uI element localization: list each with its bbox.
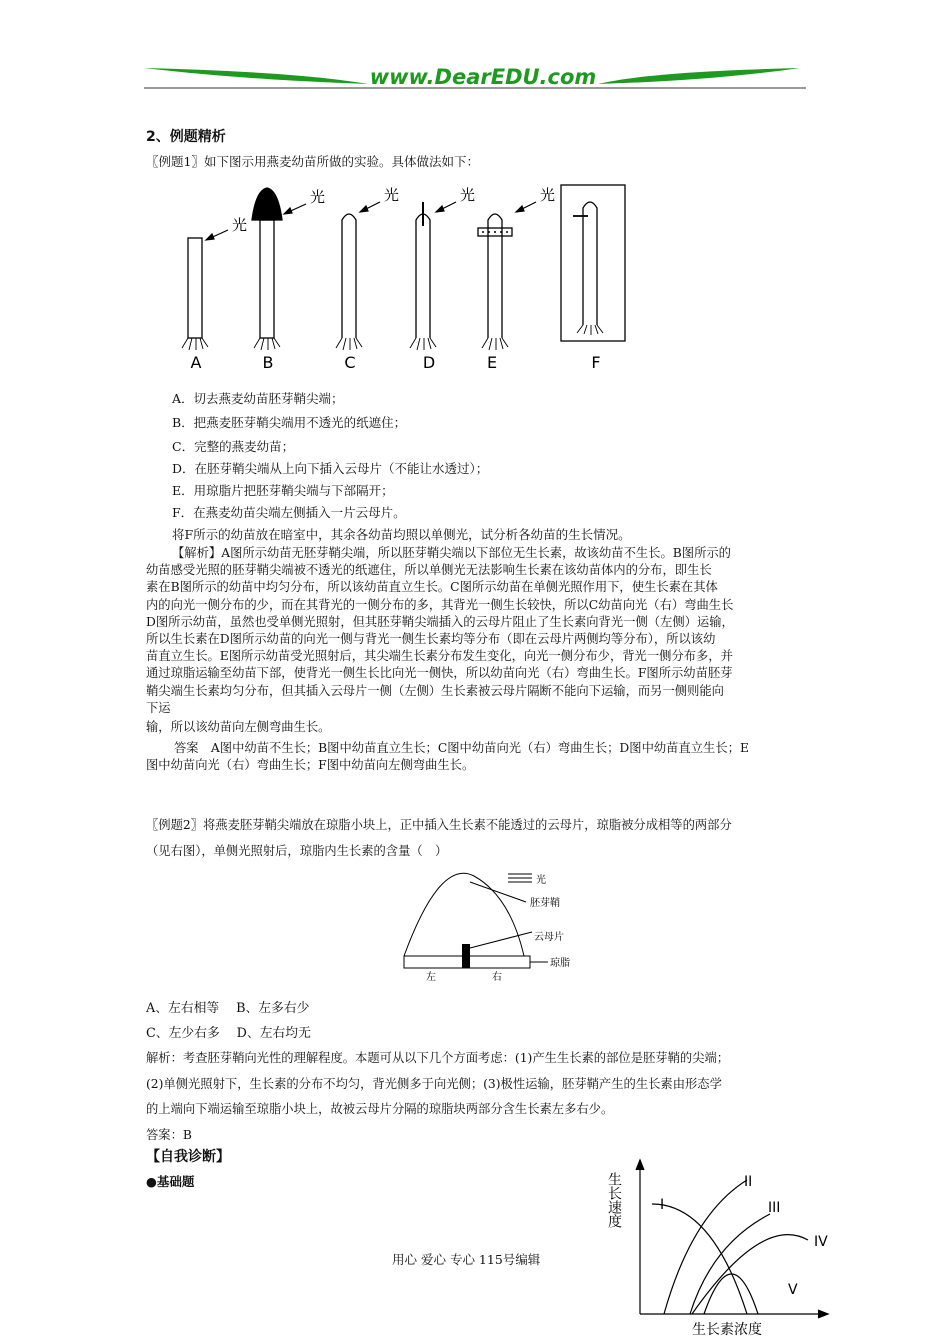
seedling-d [416,214,430,338]
question-text: 将F所示的幼苗放在暗室中，其余各幼苗均照以单侧光，试分析各幼苗的生长情况。 [172,527,631,542]
analysis-1 [146,545,810,775]
seedling-c [342,214,356,338]
agar-label: 琼脂 [550,958,570,969]
self-check-title: 【自我诊断】 [146,1149,230,1165]
curve-ii [664,1180,747,1314]
mica-label: 云母片 [534,932,564,943]
x-label: 生长素浓度 [692,1322,762,1338]
analysis-line: D图所示幼苗，虽然也受单侧光照射，但其胚芽鞘尖端插入的云母片阻止了生长素向背光一侧（左侧）运输， [146,614,734,629]
figure-label: B [262,353,274,372]
y-label: 生长速度 [606,1172,622,1228]
seedling-a [188,238,202,338]
answer-line: 答案：B [146,1127,192,1142]
curve-label: V [788,1282,798,1298]
curve-label: I [660,1197,665,1213]
mica-sheet [462,944,470,968]
analysis-line: 通过琼脂运输至幼苗下部，使背光一侧生长比向光一侧快，所以幼苗向光（右）弯曲生长。F图所示幼苗胚芽 [146,666,733,681]
figure-label: F [591,353,601,372]
analysis-line: 解析：考查胚芽鞘向光性的理解程度。本题可从以下几个方面考虑：(1)产生生长素的部位是胚芽鞘的尖端； [146,1051,730,1065]
section-title: 2、例题精析 [146,129,226,145]
right-swoosh [598,68,800,84]
option-c: C．完整的燕麦幼苗； [172,439,295,454]
dots-e [482,231,508,233]
left-swoosh [144,68,368,84]
q-line: （见右图），单侧光照射后，琼脂内生长素的含量（ ） [146,844,448,858]
seedling-e [488,228,502,338]
example2-options [146,996,311,1046]
example2-analysis [146,1046,810,1148]
option-f: F．在燕麦幼苗尖端左侧插入一片云母片。 [172,505,406,520]
header-banner [140,60,810,94]
seedling-b [260,220,274,338]
analysis-line: 输，所以该幼苗向左侧弯曲生长。 [146,720,331,735]
footer: 用心 爱心 专心 115号编辑 [392,1252,541,1267]
light-label: 光 [384,186,400,204]
analysis-line: 的上端向下端运输至琼脂小块上，故被云母片分隔的琼脂块两部分含生长素左多右少。 [146,1102,614,1116]
right-label: 右 [492,972,502,983]
analysis-line: 鞘尖端生长素均匀分布，但其插入云母片一侧（左侧）生长素被云母片隔断不能向下运输，而另一侧则能向 [146,683,724,698]
option-a: A．切去燕麦幼苗胚芽鞘尖端； [172,391,344,406]
figure-label: C [344,353,356,372]
option-b: B．把燕麦胚芽鞘尖端用不透光的纸遮住； [172,415,407,430]
seedling-f [583,202,597,325]
option-d: D．在胚芽鞘尖端从上向下插入云母片（不能让水透过）； [172,461,489,476]
analysis-line: 下运 [146,700,171,715]
light-label: 光 [540,186,556,204]
basic-heading: ●基础题 [146,1174,195,1189]
agar-figure [400,868,590,984]
curve-iv [692,1235,808,1314]
left-label: 左 [426,972,436,983]
growth-graph [606,1154,836,1340]
option-e: E．用琼脂片把胚芽鞘尖端与下部隔开； [172,483,394,498]
analysis-line: 素在B图所示的幼苗中均匀分布，所以该幼苗直立生长。C图所示幼苗在单侧光照作用下，使生长素在其体 [146,580,718,595]
figure-label: E [486,353,498,372]
analysis-line: 内的向光一侧分布的少，而在其背光的一侧分布的多，其背光一侧生长较快，所以C幼苗向光（右）弯曲生长 [146,597,734,612]
light-label: 光 [232,216,248,234]
answer-line: 图中幼苗向光（右）弯曲生长；F图中幼苗向左侧弯曲生长。 [146,758,475,773]
light-label: 光 [536,875,546,886]
option-line: A、左右相等 B、左多右少 [146,1001,310,1016]
figure-label: A [190,353,202,372]
figure-label: D [422,353,436,372]
q-line: 〖例题2〗将燕麦胚芽鞘尖端放在琼脂小块上，正中插入生长素不能透过的云母片，琼脂被分成相等的两部分 [146,818,732,832]
curve-label: IV [814,1234,828,1250]
analysis-line: 幼苗感受光照的胚芽鞘尖端被不透光的纸遮住，所以单侧光无法影响生长素在该幼苗体内的分布，即生长 [146,563,712,578]
answer-line: 答案 A图中幼苗不生长；B图中幼苗直立生长；C图中幼苗向光（右）弯曲生长；D图中幼苗直立生长；E [174,741,749,756]
curve-label: II [744,1174,753,1190]
site-logo: www.DearEDU.com [369,65,597,89]
roots [182,325,603,350]
analysis-line: 苗直立生长。E图所示幼苗受光照射后，其尖端生长素分布发生变化，向光一侧分布少，背光一侧分布多，并 [146,649,733,664]
curve-iii [690,1214,770,1314]
analysis-line: (2)单侧光照射下，生长素的分布不均匀，背光侧多于向光侧；(3)极性运输，胚芽鞘产生的生长素由形态学 [146,1076,722,1091]
sheath-curve [404,873,524,956]
light-label: 光 [310,188,326,206]
analysis-line: 【解析】A图所示幼苗无胚芽鞘尖端，所以胚芽鞘尖端以下部位无生长素，故该幼苗不生长。B图所示的 [172,546,731,560]
dark-box-f [561,185,625,341]
opaque-cap [252,188,282,220]
sheath-label: 胚芽鞘 [530,898,560,909]
curve-label: III [768,1200,781,1216]
example2-question [146,812,810,864]
analysis-line: 所以生长素在D图所示幼苗的向光一侧与背光一侧生长素均等分布（即在云母片两侧均等分布），所以该幼 [146,632,716,647]
option-line: C、左少右多 D、左右均无 [146,1026,311,1041]
seedling-figure [176,180,636,375]
example1-intro: 〖例题1〗如下图示用燕麦幼苗所做的实验。具体做法如下： [146,154,479,169]
light-label: 光 [460,186,476,204]
curve-i [652,1204,747,1314]
curve-v [704,1274,758,1314]
